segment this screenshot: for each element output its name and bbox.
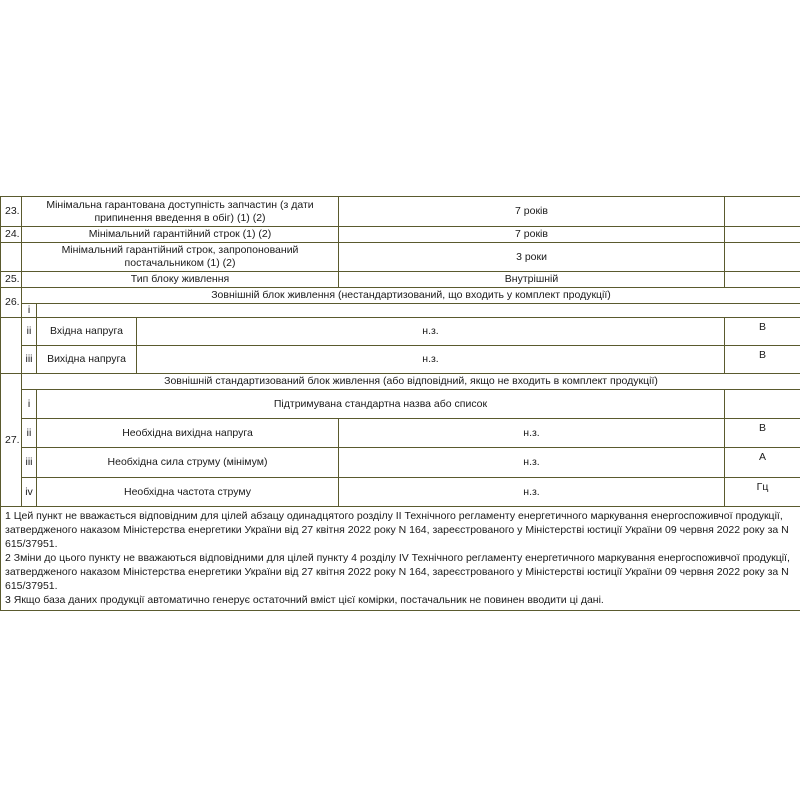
footnote-3: 3 Якщо база даних продукції автоматично генерує остаточний вміст цієї комірки, постачальник не повинен вводити ці дані. [5,594,604,606]
sub-row-label: Вхідна напруга [37,318,137,346]
sub-row-roman: iii [22,448,37,478]
sub-row-value: н.з. [339,448,725,478]
row-number [1,243,22,272]
sub-row-label: Необхідна сила струму (мінімум) [37,448,339,478]
sub-row-roman: ii [22,419,37,448]
row-unit [725,227,800,243]
row-value: 7 років [339,227,725,243]
sub-row-unit: Гц [725,478,800,507]
row-unit [725,243,800,272]
table-row-26-header [1,288,800,304]
sub-row-unit: В [725,318,800,346]
table-row-27-iv [1,478,800,507]
row-number: 24. [1,227,22,243]
row-value: 3 роки [339,243,725,272]
sub-row-value: н.з. [137,346,725,374]
row-number: 26. [1,288,22,318]
product-info-table [0,196,800,611]
sub-row-label: Вихідна напруга [37,346,137,374]
sub-row-roman: ii [22,318,37,346]
footnotes [1,507,800,611]
row-number: 25. [1,272,22,288]
sub-row-unit: А [725,448,800,478]
row-label: Тип блоку живлення [22,272,339,288]
sub-row-unit: В [725,346,800,374]
table-row-25 [1,272,800,288]
row-number: 23. [1,197,22,227]
row-number: 27. [1,374,22,507]
sub-row-label: Необхідна частота струму [37,478,339,507]
row-unit [725,197,800,227]
table-row-27-i [1,390,800,419]
sub-row-value: н.з. [339,478,725,507]
footnote-1: 1 Цей пункт не вважається відповідним для цілей абзацу одинадцятого розділу II Технічного регламенту енергетичного маркування енергоспоживчої продукції, затвердженого наказом Міністерства енергетики України від 27 квітня 2022 року N 164, зареєстрованого у Міністерстві юстиції України 09 червня 2022 року за N 615/37951. [5,510,789,550]
table-row-27-ii [1,419,800,448]
sub-row-roman: iv [22,478,37,507]
table-row-26-iii [1,346,800,374]
row-value: 7 років [339,197,725,227]
table-row-notes [1,507,800,611]
sub-row-roman: iii [22,346,37,374]
sub-row-label: Необхідна вихідна напруга [37,419,339,448]
sub-row-value: н.з. [137,318,725,346]
product-info-table-sheet [0,196,800,611]
row-label: Мінімальна гарантована доступність запчастин (з дати припинення введення в обіг) (1) (2) [22,197,339,227]
row-value: Внутрішній [339,272,725,288]
footnote-2: 2 Зміни до цього пункту не вважаються відповідними для цілей пункту 4 розділу IV Технічного регламенту енергетичного маркування енергоспоживчої продукції, затвердженого наказом Міністерства енергетики України від 27 квітня 2022 року N 164, зареєстрованого у Міністерстві юстиції України 09 червня 2022 року за N 615/37951. [5,552,790,592]
sub-row-unit: В [725,419,800,448]
sub-row-empty [37,304,800,318]
table-row-23 [1,197,800,227]
table-row-27-iii [1,448,800,478]
table-row-24b [1,243,800,272]
table-row-24 [1,227,800,243]
sub-row-label: Підтримувана стандартна назва або список [37,390,725,419]
table-row-26-ii [1,318,800,346]
table-row-27-header [1,374,800,390]
sub-row-roman: i [22,390,37,419]
row-number-blank [1,318,22,374]
row-label: Мінімальний гарантійний строк (1) (2) [22,227,339,243]
sub-row-value: н.з. [339,419,725,448]
section-header: Зовнішній стандартизований блок живлення (або відповідний, якщо не входить в комплект продукції) [22,374,800,390]
row-label: Мінімальний гарантійний строк, запропонований постачальником (1) (2) [22,243,339,272]
row-unit [725,272,800,288]
sub-row-roman: i [22,304,37,318]
table-row-26-i [1,304,800,318]
section-header: Зовнішній блок живлення (нестандартизований, що входить у комплект продукції) [22,288,800,304]
sub-row-unit [725,390,800,419]
